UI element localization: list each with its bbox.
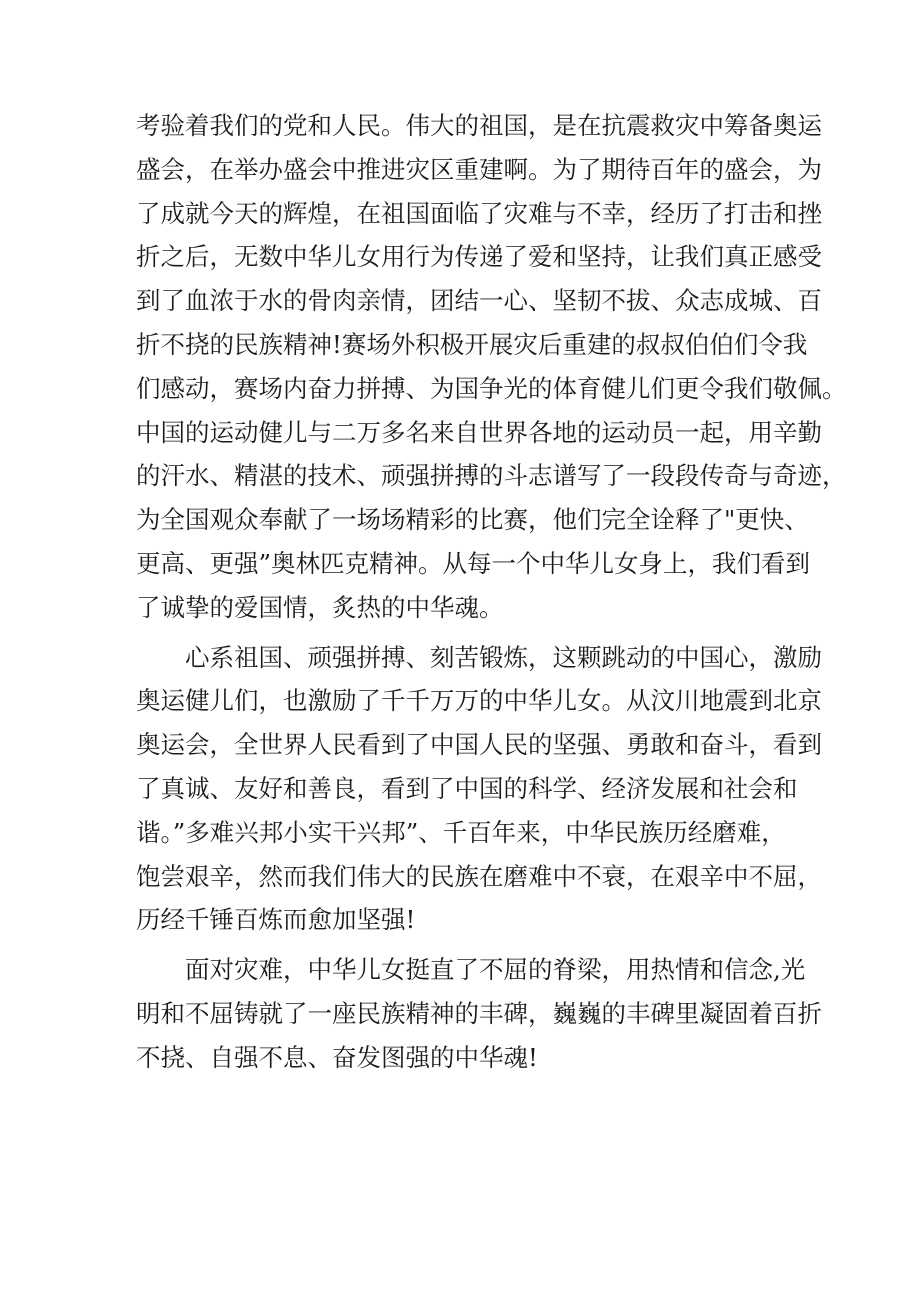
text-line: 为全国观众奉献了一场场精彩的比赛，他们完全诠释了"更快、 [136, 505, 809, 535]
text-line: 中国的运动健儿与二万多名来自世界各地的运动员一起，用辛勤 [136, 417, 822, 447]
text-line: 的汗水、精湛的技术、顽强拼搏的斗志谱写了一段段传奇与奇迹， [136, 461, 847, 491]
text-line: 折不挠的民族精神!赛场外积极开展灾后重建的叔叔伯伯们令我 [136, 329, 808, 359]
paragraph-2 [136, 636, 822, 943]
text-line: 们感动，赛场内奋力拼搏、为国争光的体育健儿们更令我们敬佩。 [136, 373, 847, 403]
text-line: 考验着我们的党和人民。伟大的祖国，是在抗震救灾中筹备奥运 [136, 111, 822, 140]
text-line-indented: 心系祖国、顽强拼搏、刻苦锻炼，这颗跳动的中国心，激励 [185, 642, 822, 672]
text-line: 不挠、自强不息、奋发图强的中华魂! [136, 1042, 538, 1072]
text-line: 了成就今天的辉煌，在祖国面临了灾难与不幸，经历了打击和挫 [136, 198, 822, 228]
text-line: 奥运会，全世界人民看到了中国人民的坚强、勇敢和奋斗，看到 [136, 730, 822, 760]
text-line: 谐。”多难兴邦小实干兴邦”、千百年来，中华民族历经磨难， [136, 817, 786, 847]
text-line: 折之后，无数中华儿女用行为传递了爱和坚持，让我们真正感受 [136, 242, 822, 272]
text-line: 更高、更强”奥林匹克精神。从每一个中华儿女身上，我们看到 [136, 548, 811, 578]
paragraph-1 [136, 104, 847, 630]
text-line: 饱尝艰辛，然而我们伟大的民族在磨难中不衰，在艰辛中不屈， [136, 861, 822, 891]
document-body [136, 104, 847, 1080]
text-line: 奥运健儿们，也激励了千千万万的中华儿女。从汶川地震到北京 [136, 686, 822, 716]
text-line: 明和不屈铸就了一座民族精神的丰碑，巍巍的丰碑里凝固着百折 [136, 998, 822, 1028]
text-line: 历经千锤百炼而愈加坚强! [136, 905, 416, 935]
text-line: 盛会，在举办盛会中推进灾区重建啊。为了期待百年的盛会，为 [136, 154, 822, 184]
paragraph-3 [136, 948, 822, 1079]
text-line: 了诚挚的爱国情，炙热的中华魂。 [136, 592, 504, 622]
text-line: 了真诚、友好和善良，看到了中国的科学、经济发展和社会和 [136, 773, 798, 803]
text-line: 到了血浓于水的骨肉亲情，团结一心、坚韧不拔、众志成城、百 [136, 286, 822, 316]
text-line-indented: 面对灾难，中华儿女挺直了不屈的脊梁，用热情和信念,光 [185, 955, 806, 985]
